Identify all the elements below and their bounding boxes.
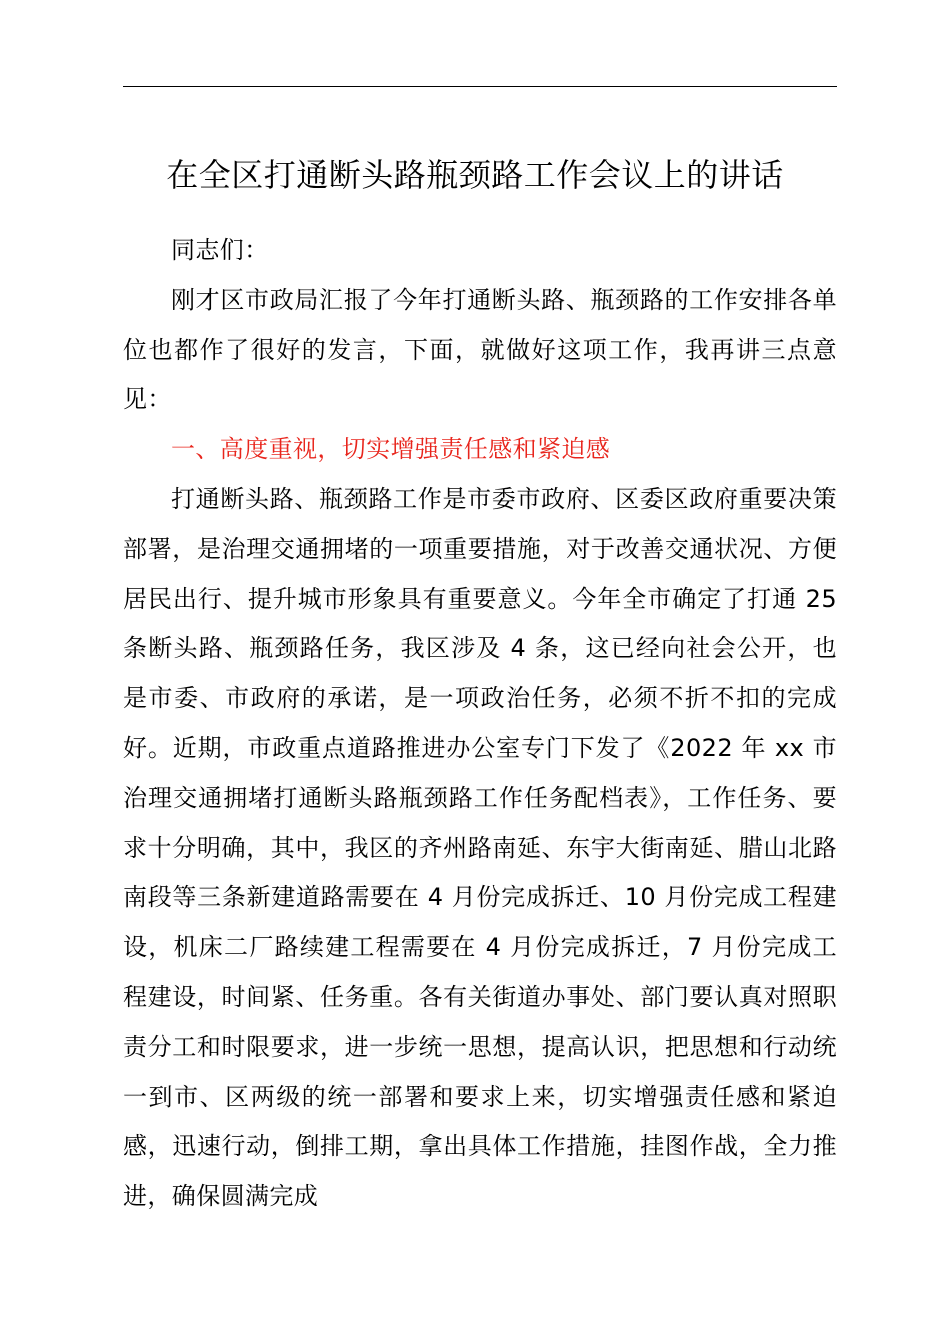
header-rule [123,86,837,87]
salutation: 同志们： [171,236,269,264]
intro-paragraph: 刚才区市政局汇报了今年打通断头路、瓶颈路的工作安排各单位也都作了很好的发言，下面，就做好这项工作，我再讲三点意见： [123,285,837,414]
section-1-heading: 一、高度重视，切实增强责任感和紧迫感 [171,435,611,464]
document-title: 在全区打通断头路瓶颈路工作会议上的讲话 [166,156,784,194]
section-1-paragraph: 打通断头路、瓶颈路工作是市委市政府、区委区政府重要决策部署，是治理交通拥堵的一项重要措施，对于改善交通状况、方便居民出行、提升城市形象具有重要意义。今年全市确定了打通 25 条断头路、瓶颈路任务，我区涉及 4 条，这已经向社会公开，也是市委、市政府的承诺，是一项政治任务，必须不折不扣的完成好。近期，市政重点道路推进办公室专门下发了《2022 年 xx 市治理交通拥堵打通断头路瓶颈路工作任务配档表》，工作任务、要求十分明确，其中，我区的齐州路南延、东宇大街南延、腊山北路南段等三条新建道路需要在 4 月份完成拆迁、10 月份完成工程建设，机床二厂路续建工程需要在 4 月份完成拆迁，7 月份完成工程建设，时间紧、任务重。各有关街道办事处、部门要认真对照职责分工和时限要求，进一步统一思想，提高认识，把思想和行动统一到市、区两级的统一部署和要求上来，切实增强责任感和紧迫感，迅速行动，倒排工期，拿出具体工作措施，挂图作战，全力推进，确保圆满完成 [123,484,837,1211]
document-body [123,226,837,1222]
